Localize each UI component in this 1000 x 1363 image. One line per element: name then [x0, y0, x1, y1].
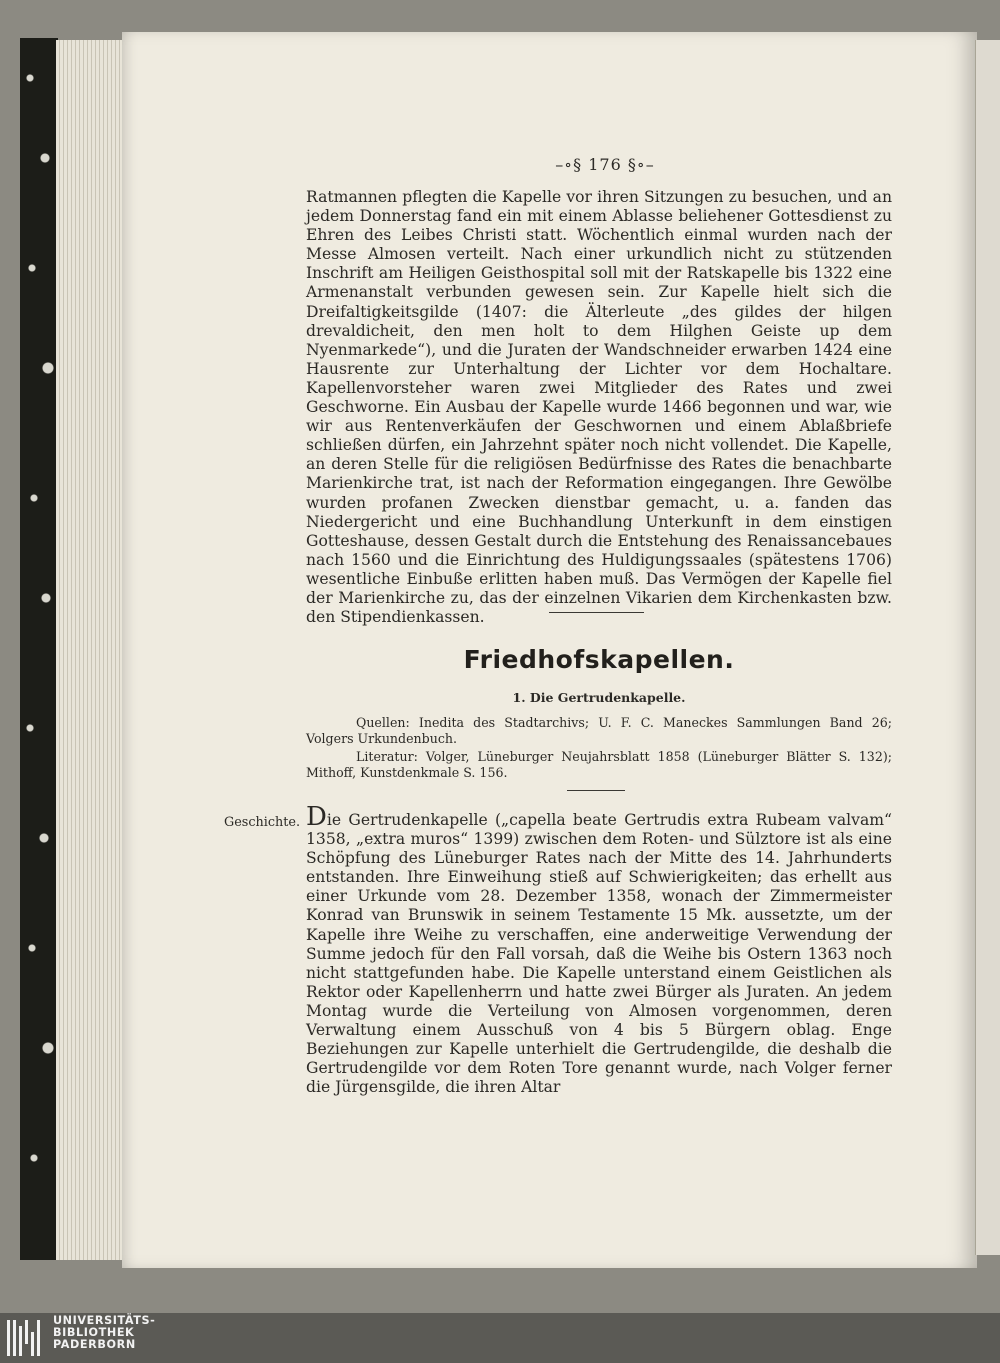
margin-note: Geschichte. [224, 815, 301, 830]
library-name-line-1: UNIVERSITÄTS- [53, 1314, 156, 1327]
subsection-heading: 1. Die Gertrudenkapelle. [512, 690, 686, 705]
book-binding [20, 38, 58, 1260]
body-text-main [306, 802, 892, 1097]
short-divider [567, 790, 625, 791]
library-name [53, 1315, 155, 1350]
sources-note: Quellen: Inedita des Stadtarchivs; U. F. C. Maneckes Sammlungen Band 26; Volgers Urkundenbuch. [306, 715, 892, 746]
page-number: –∘§ 176 §∘– [555, 155, 655, 174]
page-edges [56, 40, 127, 1260]
drop-cap: D [306, 802, 327, 832]
library-name-line-3: PADERBORN [53, 1337, 136, 1351]
facing-page-edge [975, 40, 1000, 1255]
body-text-main-content: ie Gertrudenkapelle („capella beate Gertrudis extra Rubeam valvam“ 1358, „extra muros“ 1399) zwischen dem Roten- und Sülztore ist als eine Schöpfung des Lüneburger Rates nach der Mitte des 14. Jahrhunderts entstanden. Ihre Einweihung stieß auf Schwierigkeiten; das erhellt aus einer Urkunde vom 28. Dezember 1358, wonach der Zimmermeister Konrad van Brunswik in seinem Testamente 15 Mk. aussetzte, um der Kapelle ihre Weihe zu verschaffen, eine anderweitige Verwendung der Summe jedoch für den Fall vorsah, daß die Weihe bis Ostern 1363 noch nicht stattgefunden habe. Die Kapelle unterstand einem Geistlichen als Rektor oder Kapellenherrn und hatte zwei Bürger als Juraten. An jedem Montag wurde die Verteilung von Almosen vorgenommen, deren Verwaltung einem Ausschuß von 4 bis 5 Bürgern oblag. Enge Beziehungen zur Kapelle unterhielt die Gertrudengilde, die deshalb die Gertrudengilde vor dem Roten Tore genannt wurde, nach Volger ferner die Jürgensgilde, die ihren Altar [306, 811, 892, 1097]
section-divider [549, 612, 644, 613]
library-name-line-2: BIBLIOTHEK [53, 1325, 135, 1339]
body-text-top: Ratmannen pflegten die Kapelle vor ihren Sitzungen zu besuchen, und an jedem Donnerstag fand ein mit einem Ablasse beliehener Gottesdienst zu Ehren des Leibes Christi statt. Wöchentlich einmal wurden nach der Messe Almosen verteilt. Nach einer urkundlich nicht zu stützenden Inschrift am Heiligen Geisthospital soll mit der Ratskapelle bis 1322 eine Armenanstalt verbunden gewesen sein. Zur Kapelle hielt sich die Dreifaltigkeitsgilde (1407: die Älterleute „des gildes der hilgen drevaldicheit, den men holt to dem Hilghen Geiste up dem Nyenmarkede“), und die Juraten der Wandschneider erwarben 1424 eine Hausrente zur Unterhaltung der Lichter vor dem Hochaltare. Kapellenvorsteher waren zwei Mitglieder des Rates und zwei Geschworne. Ein Ausbau der Kapelle wurde 1466 begonnen und war, wie wir aus Rentenverkäufen der Geschwornen und einem Ablaßbriefe schließen dürfen, ein Jahrzehnt später noch nicht vollendet. Die Kapelle, an deren Stelle für die religiösen Bedürfnisse des Rates die benachbarte Marienkirche trat, ist nach der Reformation eingegangen. Ihre Gewölbe wurden profanen Zwecken dienstbar gemacht, u. a. fanden das Niedergericht und eine Buchhandlung Unterkunft in dem einstigen Gotteshause, dessen Gestalt durch die Entstehung des Renaissancebaues nach 1560 und die Einrichtung des Huldigungssaales (spätestens 1706) wesentliche Einbuße erlitten haben muß. Das Vermögen der Kapelle fiel der Marienkirche zu, das der einzelnen Vikarien dem Kirchenkasten bzw. den Stipendienkassen. [306, 188, 892, 627]
section-heading: Friedhofskapellen. [463, 645, 735, 674]
library-logo-icon [5, 1316, 43, 1360]
literature-note: Literatur: Volger, Lüneburger Neujahrsblatt 1858 (Lüneburger Blätter S. 132); Mithoff, Kunstdenkmale S. 156. [306, 749, 892, 780]
